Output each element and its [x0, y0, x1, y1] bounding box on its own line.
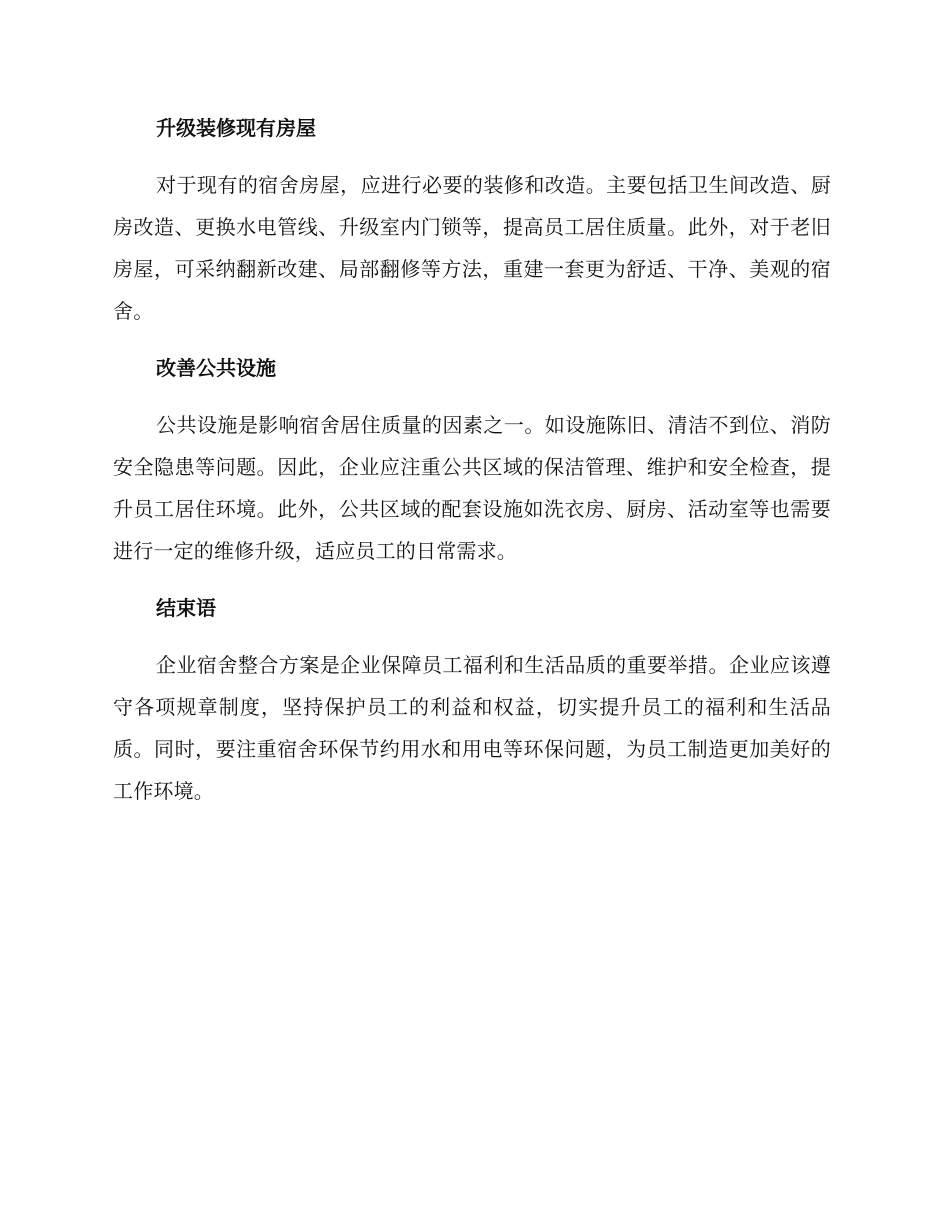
section-paragraph-renovation: 对于现有的宿舍房屋，应进行必要的装修和改造。主要包括卫生间改造、厨房改造、更换水电管线、升级室内门锁等，提高员工居住质量。此外，对于老旧房屋，可采纳翻新改建、局部翻修等方法，重建一套更为舒适、干净、美观的宿舍。 — [113, 173, 831, 323]
section-paragraph-conclusion: 企业宿舍整合方案是企业保障员工福利和生活品质的重要举措。企业应该遵守各项规章制度，坚持保护员工的利益和权益，切实提升员工的福利和生活品质。同时，要注重宿舍环保节约用水和用电等环保问题，为员工制造更加美好的工作环境。 — [113, 653, 831, 803]
document-content — [113, 110, 831, 830]
section-heading-conclusion: 结束语 — [156, 596, 216, 620]
section-heading-public-facilities: 改善公共设施 — [156, 356, 276, 380]
section-paragraph-public-facilities: 公共设施是影响宿舍居住质量的因素之一。如设施陈旧、清洁不到位、消防安全隐患等问题。因此，企业应注重公共区域的保洁管理、维护和安全检查，提升员工居住环境。此外，公共区域的配套设施如洗衣房、厨房、活动室等也需要进行一定的维修升级，适应员工的日常需求。 — [113, 413, 831, 563]
section-heading-renovation: 升级装修现有房屋 — [156, 116, 316, 140]
